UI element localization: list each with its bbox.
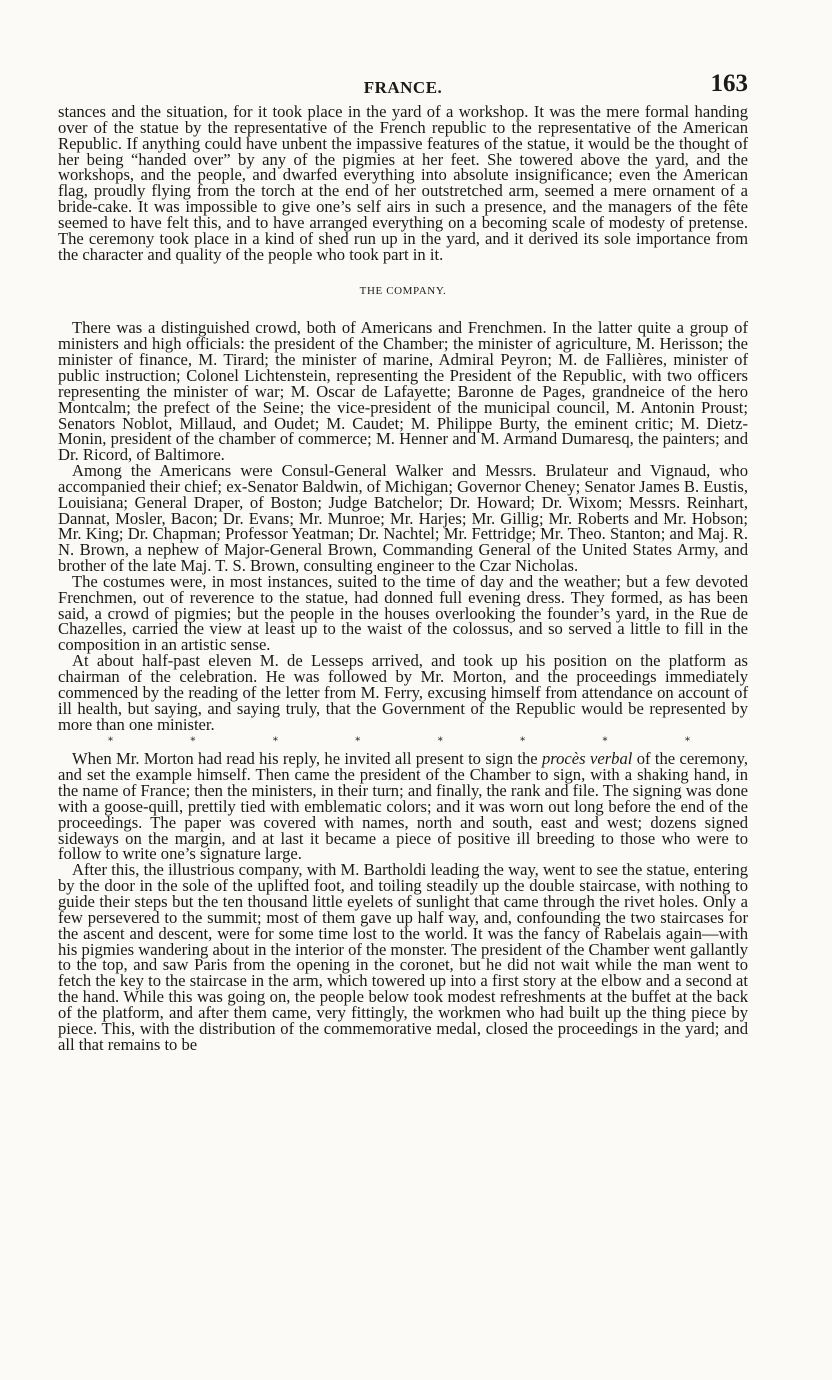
page-number: 163	[710, 70, 748, 97]
asterisk: *	[190, 736, 196, 748]
asterisk: *	[602, 736, 608, 748]
asterisk: *	[108, 736, 113, 748]
paragraph-costumes: The costumes were, in most instances, suited to the time of day and the weather; but a few devoted Frenchmen, out of reverence to the statue, had donned full evening dress. They formed, as has been said, a crowd of pigmies; but the people in the houses overlooking the founder’s yard, in the Rue de Chazelles, carried the view at least up to the waist of the colossus, and so served a little to fill in the composition in an artistic sense.	[58, 571, 748, 655]
paragraph-lesseps: At about half-past eleven M. de Lesseps arrived, and took up his position on the platform as chairman of the celebration. He was followed by Mr. Morton, and the proceedings immediately commenced by the reading of the letter from M. Ferry, excusing himself from attendance on account of ill health, but saying, and saying truly, that the Government of the Republic would be represented by more than one minister.	[58, 651, 748, 734]
section-heading: THE COMPANY.	[359, 285, 447, 298]
running-head: FRANCE.	[363, 78, 443, 97]
signing-text-end: of the ceremony, and set the example himself. Then came the president of the Chamber to sign, with a shaking hand, in the name of France; then the ministers, in their turn; and finally, the rank and file. The signing was done with a goose-quill, prettily tied with emblematic colors; and it was worn out long before the end of the proceedings. The paper was covered with names, north and south, east and west; dozens signed sideways on the margin, and at last it became a piece of positive ill breeding to those who were to follow to write one’s signature large.	[58, 749, 748, 864]
paragraph-americans: Among the Americans were Consul-General Walker and Messrs. Brulateur and Vignaud, who accompanied their chief; ex-Senator Baldwin, of Michigan; Governor Cheney; Senator James B. Eustis, Louisiana; General Draper, of Boston; Judge Batchelor; Dr. Howard; Dr. Wixom; Messrs. Reinhart, Dannat, Mosler, Bacon; Dr. Evans; Mr. Munroe; Mr. Harjes; Mr. Gillig; Mr. Roberts and Mr. Hobson; Mr. King; Dr. Chapman; Professor Yeatman; Dr. Nachtel; Mr. Fettridge; Mr. Theo. Stanton; and Maj. R. N. Brown, a nephew of Major-General Brown, Commanding General of the United States Army, and brother of the late Maj. T. S. Brown, consulting engineer to the Czar Nicholas.	[58, 461, 748, 576]
paragraph-signing	[58, 751, 748, 862]
paragraph-continuation: stances and the situation, for it took place in the yard of a workshop. It was the mere formal handing over of the statue by the representative of the French republic to the representative of the American Republic. If anything could have unbent the impassive features of the statue, it would be the thought of her being “handed over” by any of the pigmies at her feet. She towered above the yard, and the workshops, and the people, and dwarfed everything into absolute insignificance; even the American flag, proudly flying from the torch at the end of her outstretched arm, seemed a mere ornament of a bride-cake. It was impossible to give one’s self airs in such a presence, and the managers of the fête seemed to have felt this, and to have arranged everything on a becoming scale of modesty of pretense. The ceremony took place in a kind of shed run up in the yard, and it derived its sole importance from the character and quality of the people who took part in it.	[58, 102, 748, 264]
proces-verbal-term: procès verbal	[541, 749, 633, 769]
signing-text-start: When Mr. Morton had read his reply, he invited all present to sign the	[72, 749, 542, 769]
asterisk: *	[520, 736, 526, 748]
asterisk: *	[355, 736, 361, 748]
paragraph-distinguished-crowd: There was a distinguished crowd, both of Americans and Frenchmen. In the latter quite a group of ministers and high officials: the president of the Chamber; the minister of agriculture, M. Herisson; the minister of finance, M. Tirard; the minister of marine, Admiral Peyron; M. de Fallières, minister of public instruction; Colonel Lichtenstein, representing the President of the Republic, with two officers representing the minister of war; M. Oscar de Lafayette; Baronne de Pages, grandneice of the hero Montcalm; the prefect of the Seine; the vice-president of the municipal council, M. Antonin Proust; Senators Noblot, Millaud, and Oudet; M. Caudet; M. Philippe Burty, the eminent critic; M. Dietz-Monin, president of the chamber of commerce; M. Henner and M. Armand Dumaresq, the painters; and Dr. Ricord, of Baltimore.	[58, 318, 748, 465]
book-page	[58, 70, 748, 1052]
paragraph-statue-visit: After this, the illustrious company, with M. Bartholdi leading the way, went to see the statue, entering by the door in the sole of the uplifted foot, and toiling steadily up the double staircase, with nothing to guide their steps but the ten thousand little eyelets of sunlight that came through the rivet holes. Only a few persevered to the summit; most of them gave up half way, and, confounding the two staircases for the ascent and descent, were for some time lost to the world. It was the fancy of Rabelais again—with his pigmies wandering about in the interior of the monster. The president of the Chamber went gallantly to the top, and saw Paris from the opening in the coronet, but he did not wait while the man went to fetch the key to the staircase in the arm, which towered up into a first story at the elbow and a second at the hand. While this was going on, the people below took modest refreshments at the buffet at the back of the platform, and after them came, very fittingly, the workmen who had built up the thing piece by piece. This, with the distribution of the commemorative medal, closed the proceedings in the yard; and all that remains to be	[58, 860, 748, 1054]
asterisk: *	[684, 736, 690, 748]
page-header	[58, 70, 748, 104]
asterisk: *	[272, 736, 278, 748]
asterisk: *	[437, 736, 443, 748]
